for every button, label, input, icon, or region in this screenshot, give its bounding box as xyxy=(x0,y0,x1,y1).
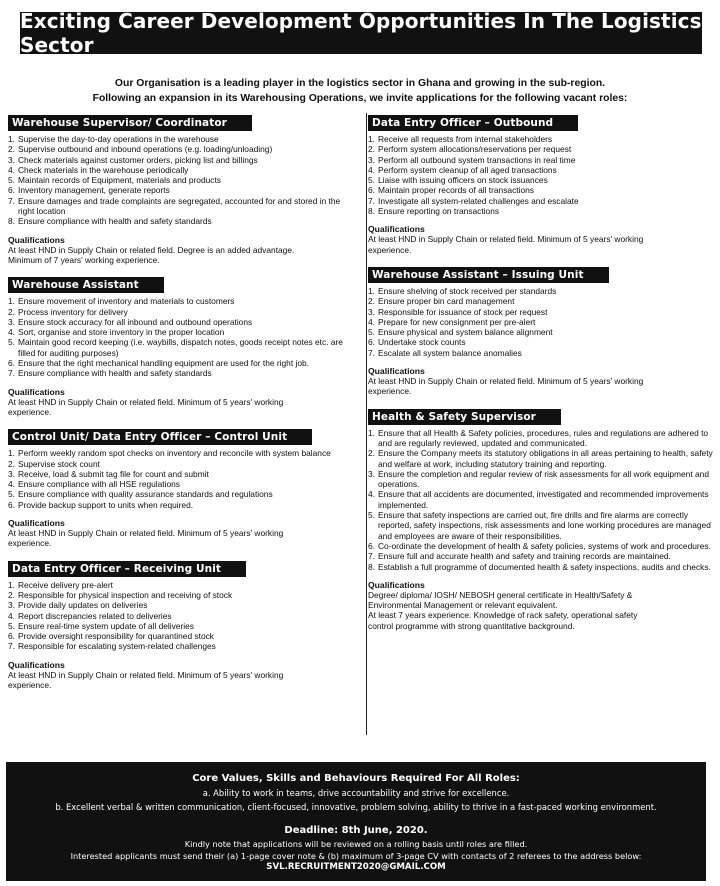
duty-number: 1. xyxy=(8,296,15,307)
duty-number: 2. xyxy=(8,589,15,600)
duty-number: 4. xyxy=(368,316,375,327)
duty-item xyxy=(368,428,718,449)
qualifications-text: Degree/ diploma/ IOSH/ NEBOSH general certificate in Health/Safety & Environmental Management or relevant equivalent. At least 7 years experience. Knowledge of rack safety, operational safety control programme with strong quantitative background. xyxy=(368,589,638,631)
duty-item xyxy=(368,206,718,216)
duty-item xyxy=(368,337,718,347)
core-value-a: a. Ability to work in teams, drive accountability and strive for excellence. xyxy=(202,788,510,798)
duty-number: 1. xyxy=(8,134,15,144)
duty-item xyxy=(368,541,718,551)
duty-item xyxy=(8,489,358,499)
duty-number: 3. xyxy=(368,468,375,479)
duty-item xyxy=(8,459,358,469)
duty-number: 6. xyxy=(8,358,15,369)
duty-item xyxy=(8,134,358,144)
duty-number: 6. xyxy=(8,185,15,196)
duty-text: Check materials against customer orders, picking list and billings xyxy=(18,154,258,165)
duty-number: 3. xyxy=(8,316,15,327)
role-title: Data Entry Officer – Receiving Unit xyxy=(8,561,246,577)
duty-number: 1. xyxy=(368,285,375,296)
application-email[interactable]: SVL.RECRUITMENT2020@GMAIL.COM xyxy=(266,862,446,872)
role-section-data-entry-officer-receiving-unit xyxy=(8,559,358,691)
duty-text: Prepare for new consignment per pre-alert xyxy=(378,316,536,327)
duty-number: 7. xyxy=(368,347,375,358)
qualifications-text: At least HND in Supply Chain or related field. Degree is an added advantage. Minimum of 7 years' working experience. xyxy=(8,244,295,265)
duty-item xyxy=(8,448,358,458)
duties-list xyxy=(368,428,718,572)
duty-number: 6. xyxy=(8,631,15,642)
duty-text: Ensure that the right mechanical handling equipment are used for the right job. xyxy=(18,358,309,369)
duty-text: Ensure that all Health & Safety policies, procedures, rules and regulations are adhered to and are regularly reviewed, updated and communicated. xyxy=(378,427,709,448)
duty-item xyxy=(368,296,718,306)
duty-item xyxy=(368,155,718,165)
duty-number: 2. xyxy=(8,458,15,469)
duty-number: 5. xyxy=(368,510,375,521)
duty-text: Maintain records of Equipment, materials and products xyxy=(18,175,221,186)
duty-item xyxy=(368,562,718,572)
qualifications-text: At least HND in Supply Chain or related field. Minimum of 5 years' working experience. xyxy=(368,234,644,255)
qualifications-heading: Qualifications xyxy=(368,366,425,377)
duties-list xyxy=(8,296,358,378)
duty-item xyxy=(8,479,358,489)
duty-item xyxy=(368,134,718,144)
duty-number: 6. xyxy=(368,185,375,196)
duty-text: Check materials in the warehouse periodically xyxy=(18,164,189,175)
duty-item xyxy=(368,551,718,561)
duty-text: Co-ordinate the development of health & safety policies, systems of work and procedures. xyxy=(378,540,711,551)
duties-list xyxy=(8,580,358,652)
duty-number: 1. xyxy=(368,134,375,144)
rolling-basis-note: Kindly note that applications will be reviewed on a rolling basis until roles are filled. xyxy=(184,839,528,849)
duty-text: Responsible for issuance of stock per request xyxy=(378,306,548,317)
duty-number: 5. xyxy=(368,327,375,338)
qualifications-heading: Qualifications xyxy=(368,224,425,235)
duty-number: 4. xyxy=(8,327,15,338)
duty-number: 2. xyxy=(368,448,375,459)
duty-number: 5. xyxy=(368,175,375,186)
duty-number: 3. xyxy=(8,600,15,611)
duty-item xyxy=(8,358,358,368)
duty-item xyxy=(368,469,718,490)
duty-number: 3. xyxy=(8,154,15,165)
footer-panel xyxy=(6,762,706,881)
duty-number: 7. xyxy=(368,195,375,206)
role-section-warehouse-assistant-issuing-unit xyxy=(368,265,718,397)
duty-text: Establish a full programme of documented health & safety inspections, audits and checks. xyxy=(378,561,711,572)
duty-text: Ensure shelving of stock received per standards xyxy=(378,285,557,296)
duty-text: Investigate all system-related challenges and escalate xyxy=(378,195,579,206)
duty-text: Receive all requests from internal stakeholders xyxy=(378,134,553,144)
duty-item xyxy=(8,185,358,195)
duty-text: Ensure the completion and regular review of risk assessments for all work equipment and operations. xyxy=(378,468,709,490)
duty-text: Ensure compliance with quality assurance standards and regulations xyxy=(18,489,273,500)
qualifications-heading: Qualifications xyxy=(8,234,65,245)
duty-item xyxy=(8,600,358,610)
duty-item xyxy=(368,307,718,317)
duty-text: Sort, organise and store inventory in the proper location xyxy=(18,327,225,338)
duty-text: Supervise stock count xyxy=(18,458,100,469)
left-column xyxy=(8,113,358,700)
duty-text: Perform all outbound system transactions in real time xyxy=(378,154,576,165)
duty-number: 5. xyxy=(8,175,15,186)
role-title: Warehouse Assistant xyxy=(8,277,164,293)
duty-text: Receive, load & submit tag file for count and submit xyxy=(18,468,209,479)
duty-text: Ensure compliance with health and safety standards xyxy=(18,216,212,227)
role-section-health-safety-supervisor xyxy=(368,407,718,631)
duty-text: Responsible for escalating system-related challenges xyxy=(18,641,216,652)
duty-item xyxy=(8,165,358,175)
role-title: Control Unit/ Data Entry Officer – Control Unit xyxy=(8,429,312,445)
duty-text: Ensure that all accidents are documented, investigated and recommended improvements implemented. xyxy=(378,489,709,510)
duty-number: 8. xyxy=(368,561,375,572)
role-title: Warehouse Supervisor/ Coordinator xyxy=(8,115,252,131)
duty-text: Ensure compliance with all HSE regulations xyxy=(18,479,180,490)
deadline: Deadline: 8th June, 2020. xyxy=(284,825,428,836)
duty-text: Ensure that safety inspections are carried out, fire drills and fire alarms are correctly reported, safety inspections, risk assessments and lone working procedures are managed and employees are aware of their responsibilities. xyxy=(378,510,711,541)
duty-text: Responsible for physical inspection and receiving of stock xyxy=(18,589,233,600)
role-title: Data Entry Officer – Outbound xyxy=(368,115,578,131)
duty-number: 7. xyxy=(8,195,15,206)
core-value-b: b. Excellent verbal & written communication, client-focused, innovative, problem solving, ability to thrive in a fast-paced working environment. xyxy=(55,802,657,812)
duty-number: 4. xyxy=(8,610,15,621)
duty-item xyxy=(368,196,718,206)
duty-item xyxy=(8,368,358,378)
duty-number: 2. xyxy=(8,144,15,155)
duty-number: 5. xyxy=(8,489,15,500)
duty-text: Inventory management, generate reports xyxy=(18,185,170,196)
duty-number: 1. xyxy=(8,579,15,590)
duty-item xyxy=(8,337,358,358)
qualifications-heading: Qualifications xyxy=(8,386,65,397)
duty-item xyxy=(8,631,358,641)
duty-text: Provide backup support to units when required. xyxy=(18,499,194,510)
duty-number: 6. xyxy=(368,540,375,551)
duty-number: 3. xyxy=(8,468,15,479)
role-section-warehouse-assistant xyxy=(8,275,358,417)
duty-number: 8. xyxy=(368,206,375,217)
duty-item xyxy=(368,510,718,541)
duty-item xyxy=(8,307,358,317)
duty-item xyxy=(368,144,718,154)
duty-number: 4. xyxy=(368,489,375,500)
duty-item xyxy=(368,286,718,296)
duty-number: 6. xyxy=(368,337,375,348)
qualifications-text: At least HND in Supply Chain or related field. Minimum of 5 years' working experience. xyxy=(8,528,284,549)
duty-text: Report discrepancies related to deliveries xyxy=(18,610,172,621)
duty-text: Ensure the Company meets its statutory obligations in all areas pertaining to health, safety and welfare at work, including statutory training and reporting. xyxy=(378,448,713,469)
duty-text: Maintain good record keeping (i.e. waybills, dispatch notes, goods receipt notes etc. are filled for auditing purposes) xyxy=(18,337,343,358)
intro-text xyxy=(6,76,714,106)
duty-number: 8. xyxy=(8,216,15,227)
roles-columns xyxy=(6,113,714,751)
duty-item xyxy=(8,196,358,217)
duty-item xyxy=(368,489,718,510)
duty-number: 2. xyxy=(368,296,375,307)
core-values-heading: Core Values, Skills and Behaviours Required For All Roles: xyxy=(192,773,520,784)
banner-title: Exciting Career Development Opportunities In The Logistics Sector xyxy=(20,9,702,57)
right-column xyxy=(366,113,718,735)
duty-text: Provide daily updates on deliveries xyxy=(18,600,148,611)
duty-item xyxy=(8,216,358,226)
qualifications-text: At least HND in Supply Chain or related field. Minimum of 5 years' working experience. xyxy=(368,376,644,397)
duty-number: 3. xyxy=(368,306,375,317)
duty-number: 4. xyxy=(8,479,15,490)
duty-number: 7. xyxy=(8,641,15,652)
duty-item xyxy=(8,469,358,479)
duty-item xyxy=(368,165,718,175)
duty-item xyxy=(8,144,358,154)
duty-item xyxy=(8,641,358,651)
qualifications-heading: Qualifications xyxy=(8,518,65,529)
duty-number: 1. xyxy=(368,427,375,438)
duty-text: Provide oversight responsibility for quarantined stock xyxy=(18,631,214,642)
duty-text: Maintain proper records of all transactions xyxy=(378,185,534,196)
duties-list xyxy=(368,134,718,216)
duty-text: Ensure real-time system update of all deliveries xyxy=(18,620,194,631)
duty-text: Perform weekly random spot checks on inventory and reconcile with system balance xyxy=(18,448,331,459)
role-title: Warehouse Assistant – Issuing Unit xyxy=(368,267,609,283)
duty-number: 7. xyxy=(8,368,15,379)
duty-text: Ensure full and accurate health and safety and training records are maintained. xyxy=(378,551,671,562)
duty-item xyxy=(8,621,358,631)
duty-text: Ensure physical and system balance alignment xyxy=(378,327,553,338)
qualifications-text: At least HND in Supply Chain or related field. Minimum of 5 years' working experience. xyxy=(8,669,284,690)
duty-item xyxy=(8,580,358,590)
duty-number: 4. xyxy=(368,164,375,175)
duty-text: Ensure movement of inventory and materials to customers xyxy=(18,296,235,307)
duty-number: 2. xyxy=(8,306,15,317)
duty-number: 4. xyxy=(8,164,15,175)
duty-text: Ensure damages and trade complaints are segregated, accounted for and stored in the right location xyxy=(18,195,341,217)
duty-text: Supervise the day-to-day operations in the warehouse xyxy=(18,134,219,144)
duty-number: 1. xyxy=(8,448,15,459)
duty-text: Ensure stock accuracy for all inbound and outbound operations xyxy=(18,316,253,327)
duty-text: Liaise with issuing officers on stock issuances xyxy=(378,175,548,186)
duty-text: Ensure reporting on transactions xyxy=(378,206,500,217)
duty-text: Ensure proper bin card management xyxy=(378,296,515,307)
duty-item xyxy=(8,317,358,327)
duty-item xyxy=(368,175,718,185)
qualifications-heading: Qualifications xyxy=(368,579,425,590)
qualifications-text: At least HND in Supply Chain or related field. Minimum of 5 years' working experience. xyxy=(8,396,284,417)
intro-line-1: Our Organisation is a leading player in the logistics sector in Ghana and growing in the sub-region. xyxy=(114,78,606,89)
duty-number: 5. xyxy=(8,620,15,631)
duty-number: 7. xyxy=(368,551,375,562)
duty-text: Perform system cleanup of all aged transactions xyxy=(378,164,557,175)
duty-text: Perform system allocations/reservations per request xyxy=(378,144,572,155)
role-section-data-entry-officer-outbound xyxy=(368,113,718,255)
role-section-control-unit-data-entry-officer-control-unit xyxy=(8,427,358,548)
application-instructions: Interested applicants must send their (a) 1-page cover note & (b) maximum of 3-page CV with contacts of 2 referees to the address below: xyxy=(70,851,642,861)
duty-item xyxy=(368,317,718,327)
duties-list xyxy=(8,134,358,227)
duty-number: 2. xyxy=(368,144,375,155)
duty-item xyxy=(8,175,358,185)
duty-text: Escalate all system balance anomalies xyxy=(378,347,522,358)
duty-number: 6. xyxy=(8,499,15,510)
duty-item xyxy=(368,348,718,358)
intro-line-2: Following an expansion in its Warehousing Operations, we invite applications for the following vacant roles: xyxy=(92,93,628,104)
duties-list xyxy=(368,286,718,358)
duty-text: Ensure compliance with health and safety standards xyxy=(18,368,212,379)
role-section-warehouse-supervisor-coordinator xyxy=(8,113,358,265)
duty-item xyxy=(368,448,718,469)
role-title: Health & Safety Supervisor xyxy=(368,409,561,425)
duty-text: Supervise outbound and inbound operations (e.g. loading/unloading) xyxy=(18,144,273,155)
duty-item xyxy=(8,155,358,165)
duties-list xyxy=(8,448,358,510)
duty-number: 3. xyxy=(368,154,375,165)
duty-number: 5. xyxy=(8,337,15,348)
duty-text: Receive delivery pre-alert xyxy=(18,579,113,590)
duty-item xyxy=(368,185,718,195)
duty-item xyxy=(8,500,358,510)
duty-item xyxy=(368,327,718,337)
duty-text: Undertake stock counts xyxy=(378,337,466,348)
duty-text: Process inventory for delivery xyxy=(18,306,128,317)
duty-item xyxy=(8,296,358,306)
duty-item xyxy=(8,327,358,337)
duty-item xyxy=(8,590,358,600)
duty-item xyxy=(8,611,358,621)
qualifications-heading: Qualifications xyxy=(8,659,65,670)
